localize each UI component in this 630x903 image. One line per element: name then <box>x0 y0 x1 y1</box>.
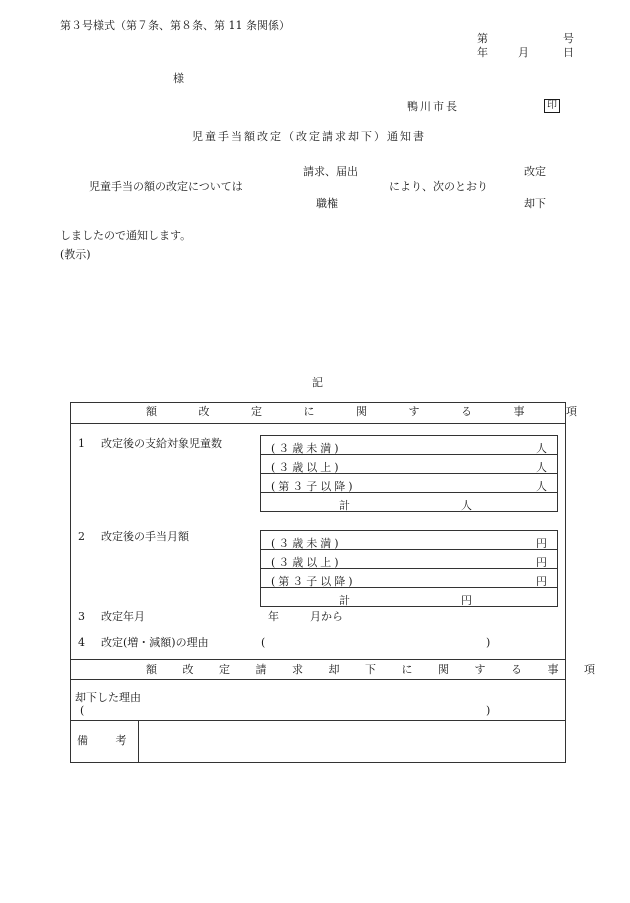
row-label: (第３子以降) <box>271 480 356 493</box>
row-label: (第３子以降) <box>271 575 356 588</box>
row-unit: 人 <box>536 461 547 474</box>
seal-mark: 印 <box>544 99 560 113</box>
amount-row-total <box>261 588 557 607</box>
date-day: 日 <box>563 46 574 59</box>
row-unit: 円 <box>536 575 547 588</box>
row-unit: 円 <box>536 537 547 550</box>
children-row-under3 <box>261 436 557 455</box>
amount-row-over3 <box>261 550 557 569</box>
form-number: 第３号様式（第７条、第８条、第 11 条関係） <box>60 19 290 32</box>
item1-number: 1 <box>78 437 85 450</box>
section-rejection-heading: 額 改 定 請 求 却 下 に 関 す る 事 項 <box>146 663 606 676</box>
total-unit: 人 <box>461 499 472 512</box>
item2-number: 2 <box>78 530 85 543</box>
option-revised: 改定 <box>524 165 546 178</box>
row-label: (３歳以上) <box>271 461 342 474</box>
section-revision-heading: 額 改 定 に 関 す る 事 項 <box>146 405 596 418</box>
row-label: (３歳以上) <box>271 556 342 569</box>
remarks-label: 備 考 <box>77 734 139 747</box>
amount-row-under3 <box>261 531 557 550</box>
item4-label: 改定(増・減額)の理由 <box>101 636 209 649</box>
body-intro: 児童手当の額の改定については <box>89 180 243 193</box>
document-title: 児童手当額改定（改定請求却下）通知書 <box>192 130 426 143</box>
rejection-close-paren: ) <box>486 704 491 717</box>
number-prefix: 第 <box>477 32 488 45</box>
item3-number: 3 <box>78 610 85 623</box>
row-unit: 人 <box>536 480 547 493</box>
item3-label: 改定年月 <box>101 610 145 623</box>
row-label: (３歳未満) <box>271 537 342 550</box>
item3-year: 年 <box>268 610 279 623</box>
item4-close-paren: ) <box>486 636 491 649</box>
amount-row-third <box>261 569 557 588</box>
total-label: 計 <box>339 499 350 512</box>
monthly-amount-box <box>260 530 558 607</box>
addressee-honorific: 様 <box>173 72 184 85</box>
children-row-third <box>261 474 557 493</box>
date-month: 月 <box>518 46 529 59</box>
row-unit: 人 <box>536 442 547 455</box>
divider <box>70 679 566 680</box>
body-closing: しましたので通知します。 <box>60 229 192 242</box>
divider <box>70 720 566 721</box>
date-year: 年 <box>477 46 488 59</box>
rejection-open-paren: ( <box>80 704 85 717</box>
number-suffix: 号 <box>563 32 574 45</box>
total-label: 計 <box>339 594 350 607</box>
instruction-label: (教示) <box>60 248 91 261</box>
record-label: 記 <box>312 376 323 389</box>
option-authority: 職権 <box>316 197 338 210</box>
sender-name: 鴨川市長 <box>407 100 459 113</box>
option-rejected: 却下 <box>524 197 546 210</box>
children-row-total <box>261 493 557 512</box>
body-middle: により、次のとおり <box>389 180 488 193</box>
option-claim: 請求、届出 <box>303 165 358 178</box>
children-count-box <box>260 435 558 512</box>
item4-open-paren: ( <box>261 636 266 649</box>
item1-label: 改定後の支給対象児童数 <box>101 437 222 450</box>
row-label: (３歳未満) <box>271 442 342 455</box>
divider <box>70 423 566 424</box>
row-unit: 円 <box>536 556 547 569</box>
item4-number: 4 <box>78 636 85 649</box>
divider <box>70 659 566 660</box>
item2-label: 改定後の手当月額 <box>101 530 189 543</box>
item3-month-from: 月から <box>310 610 343 623</box>
total-unit: 円 <box>461 594 472 607</box>
rejection-reason-label: 却下した理由 <box>75 691 141 704</box>
children-row-over3 <box>261 455 557 474</box>
